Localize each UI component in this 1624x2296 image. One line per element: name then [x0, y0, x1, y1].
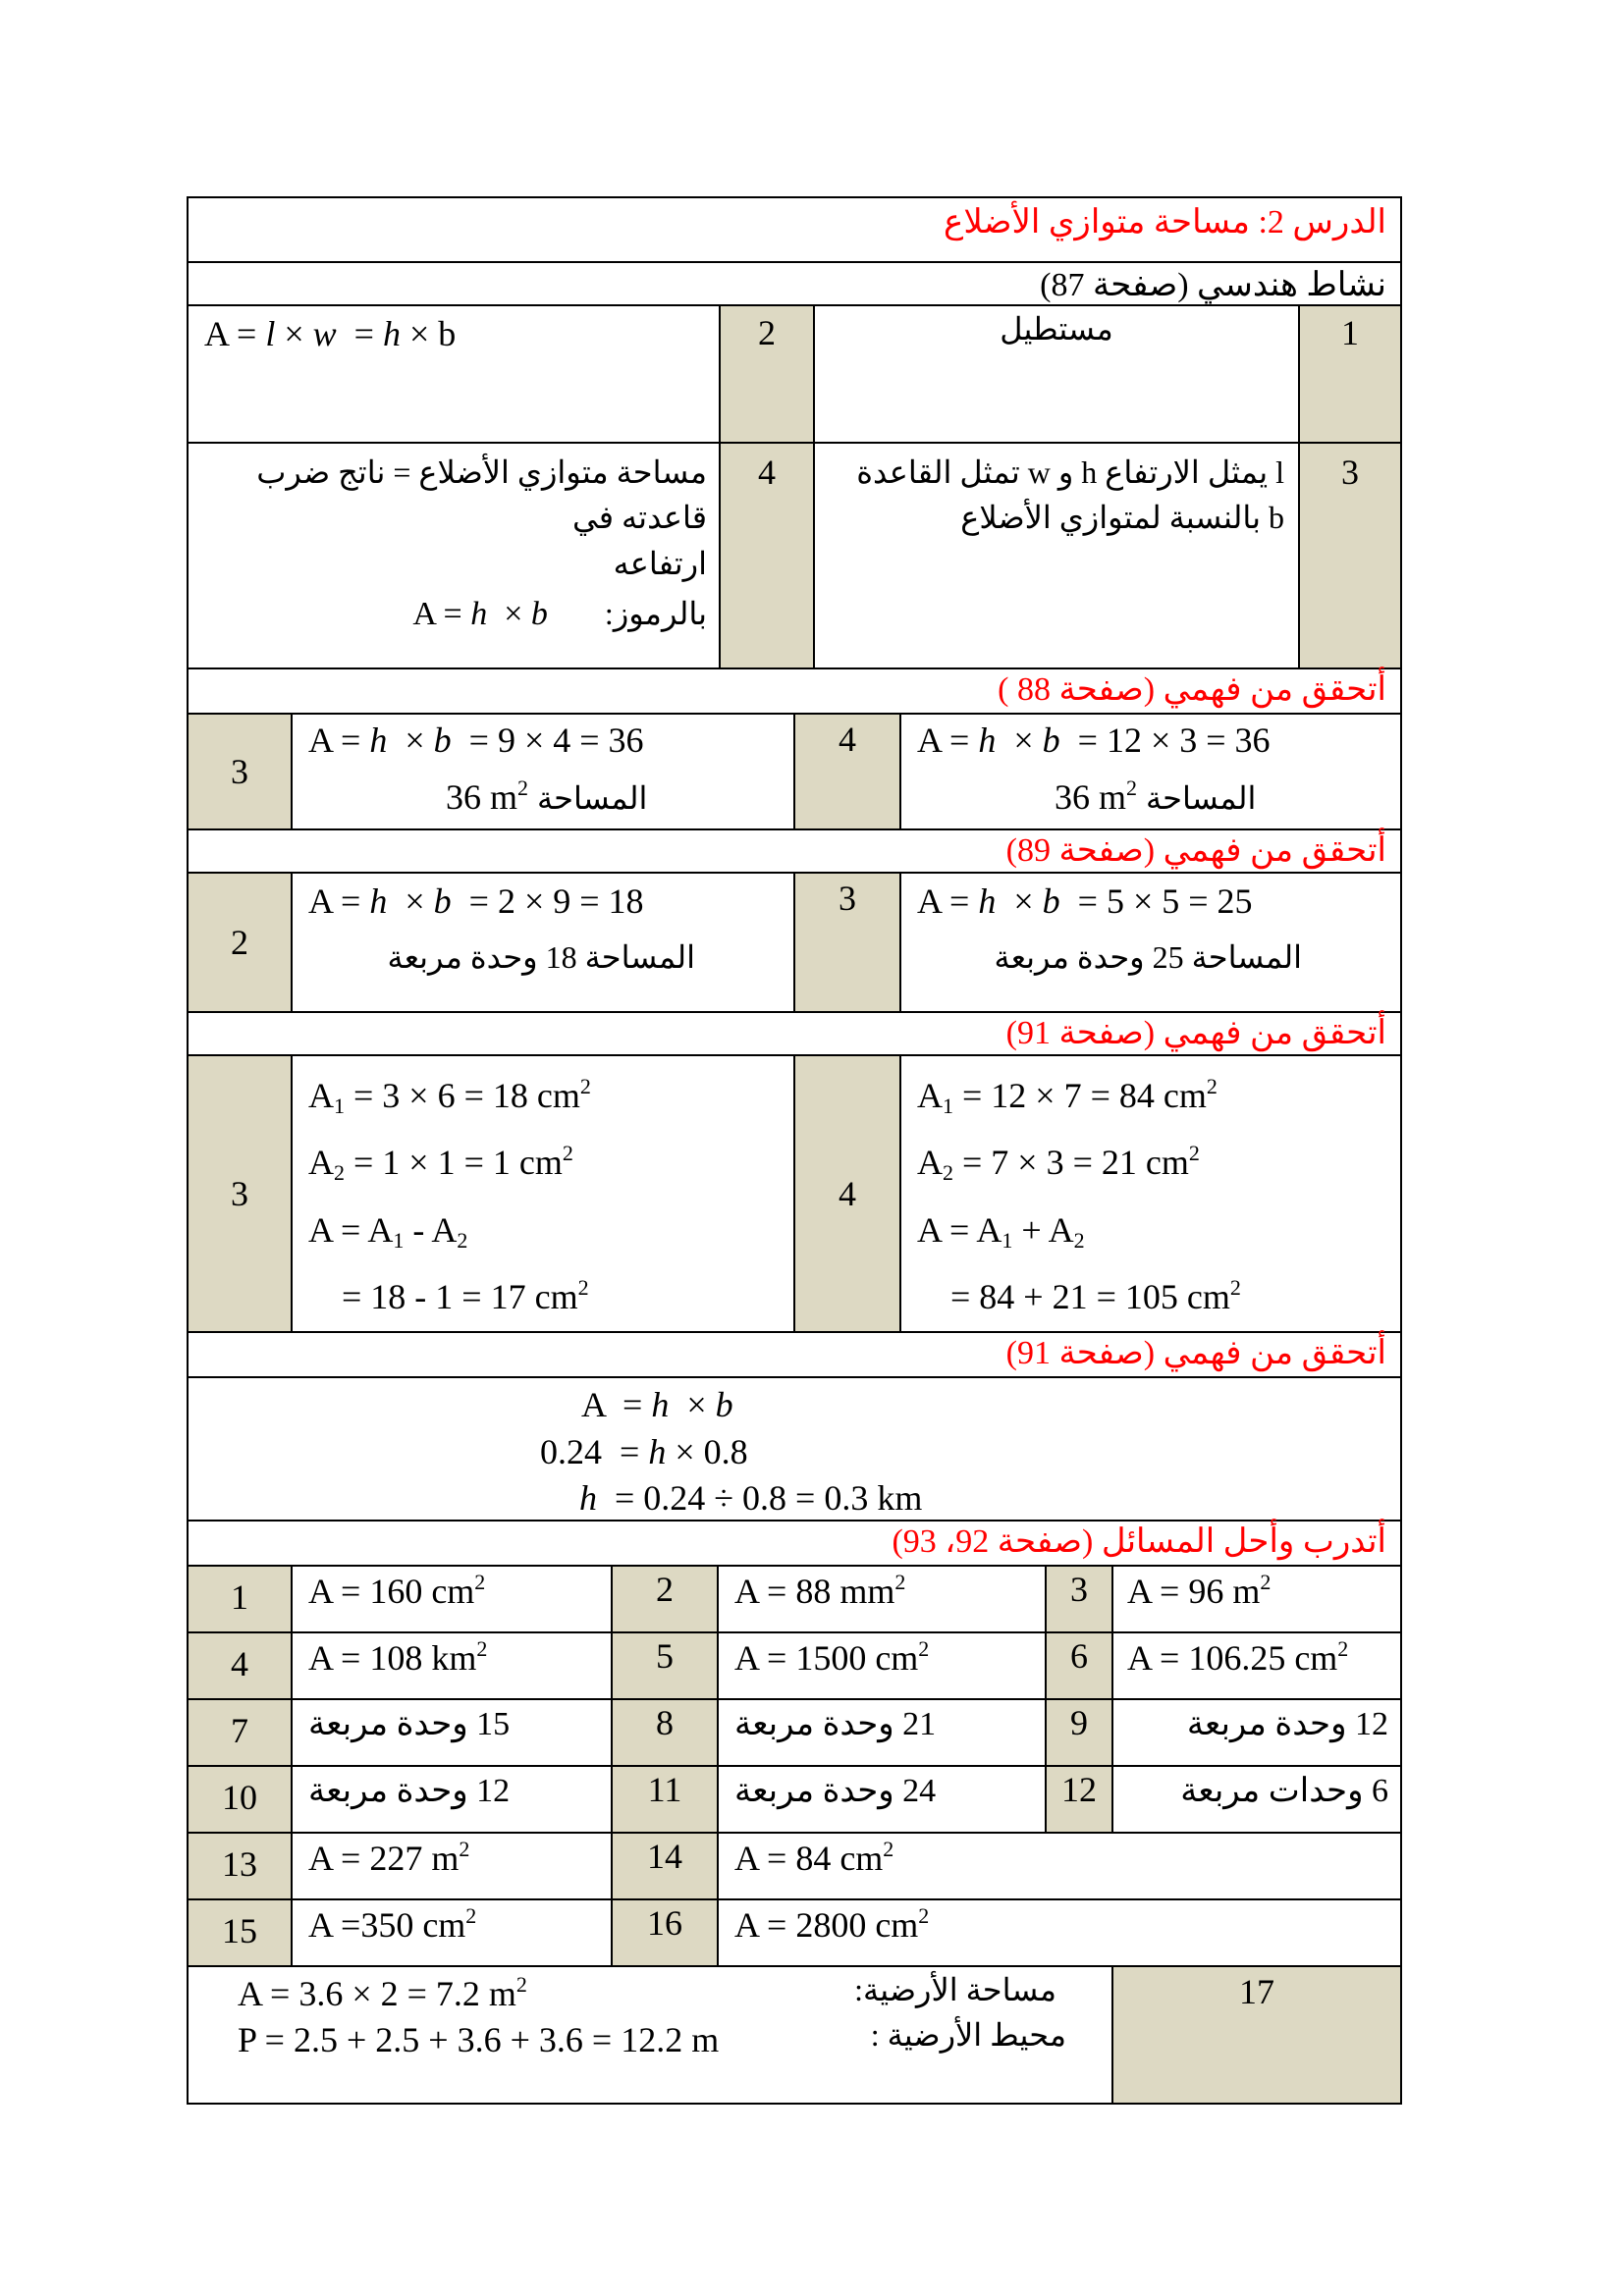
practice-q8-answer: 21 وحدة مربعة [717, 1700, 1045, 1765]
practice-q3-answer: A = 96 $m^2$ [1111, 1567, 1400, 1631]
practice-q17-perimeter-label: محيط الأرضية : [870, 2017, 1066, 2053]
check91a-right-number: 4 [793, 1056, 899, 1331]
check91b-title-row [187, 1333, 1402, 1378]
activity-title: نشاط هندسي (صفحة 87) [1040, 267, 1386, 303]
practice-q14-answer: A = 84 $cm^2$ [717, 1834, 1400, 1898]
check91a-right-line3: $A = A_1 + A_2$ [917, 1209, 1085, 1253]
practice-row-2 [187, 1633, 1402, 1700]
answer-sheet [187, 196, 1402, 2105]
q1-answer: مستطيل [813, 306, 1298, 442]
check91a-row [187, 1056, 1402, 1333]
activity-title-row [187, 263, 1402, 306]
practice-q4-answer: A = 108 $km^2$ [291, 1633, 611, 1698]
practice-row-4 [187, 1767, 1402, 1834]
practice-q10-answer: 12 وحدة مربعة [291, 1767, 611, 1832]
q4-answer [189, 444, 719, 667]
check89-left-area: المساحة 18 وحدة مربعة [387, 939, 695, 975]
check91a-right-answer [899, 1056, 1400, 1331]
check91a-left-line1: $A_1 = 3 \times 6 = 18$ $cm^2$ [308, 1074, 591, 1118]
practice-q8-number: 8 [611, 1700, 717, 1765]
check88-left-number: 3 [189, 715, 291, 828]
check89-right-area: المساحة 25 وحدة مربعة [994, 939, 1302, 975]
check88-right-number: 4 [793, 715, 899, 828]
check89-left-formula: A = h × b = 2 × 9 = 18 [308, 881, 644, 921]
q4-symbols-label: بالرموز: [604, 596, 707, 632]
practice-q16-number: 16 [611, 1900, 717, 1965]
check89-right-answer [899, 874, 1400, 1011]
q3-line1: l يمثل الارتفاع h و w تمثل القاعدة [856, 454, 1284, 490]
practice-q17-area-label: مساحة الأرضية: [854, 1972, 1056, 2007]
q4-number: 4 [719, 444, 813, 667]
check91b-title: أتحقق من فهمي (صفحة 91) [1005, 1335, 1386, 1371]
practice-q11-answer: 24 وحدة مربعة [717, 1767, 1045, 1832]
practice-q12-answer: 6 وحدات مربعة [1111, 1767, 1400, 1832]
check89-right-formula: A = h × b = 5 × 5 = 25 [917, 881, 1253, 921]
practice-row-5 [187, 1834, 1402, 1900]
practice-q9-number: 9 [1045, 1700, 1111, 1765]
q3-line2: b بالنسبة لمتوازي الأضلاع [960, 500, 1284, 536]
practice-row-1 [187, 1567, 1402, 1633]
check91a-title: أتحقق من فهمي (صفحة 91) [1005, 1015, 1386, 1051]
check91b-answer [189, 1378, 1400, 1520]
practice-title-row [187, 1522, 1402, 1567]
check88-left-area-label: المساحة [537, 780, 648, 816]
practice-q12-number: 12 [1045, 1767, 1111, 1832]
practice-row-7 [187, 1967, 1402, 2105]
check91a-left-number: 3 [189, 1056, 291, 1331]
check89-title-row [187, 830, 1402, 874]
practice-q2-answer: A = 88 $mm^2$ [717, 1567, 1045, 1631]
check88-left-answer [291, 715, 793, 828]
practice-q2-number: 2 [611, 1567, 717, 1631]
practice-q17-answer [189, 1967, 1111, 2103]
practice-q7-answer: 15 وحدة مربعة [291, 1700, 611, 1765]
check88-right-area: 36 $m^2$ المساحة [1055, 775, 1257, 817]
practice-q15-number: 15 [189, 1900, 291, 1965]
practice-q6-number: 6 [1045, 1633, 1111, 1698]
check89-left-number: 2 [189, 874, 291, 1011]
check91a-left-line3: $A = A_1 - A_2$ [308, 1209, 468, 1253]
q4-line1: مساحة متوازي الأضلاع = ناتج ضرب قاعدته في [256, 454, 707, 536]
practice-q10-number: 10 [189, 1767, 291, 1832]
q1-number: 1 [1298, 306, 1400, 442]
practice-q17-area: A = 3.6 × 2 = 7.2 $m^2$ [238, 1972, 527, 2013]
practice-q1-answer: A = 160 $cm^2$ [291, 1567, 611, 1631]
practice-title: أتدرب وأحل المسائل (صفحة 92، 93) [892, 1523, 1386, 1560]
check91b-line1: A = h × b [581, 1385, 733, 1424]
check88-right-formula: A = h × b = 12 × 3 = 36 [917, 721, 1271, 760]
check91b-line3: h = 0.24 ÷ 0.8 = 0.3 km [579, 1478, 923, 1519]
practice-q17-number: 17 [1111, 1967, 1400, 2103]
q3-number: 3 [1298, 444, 1400, 667]
lesson-title-row [187, 196, 1402, 263]
practice-q6-answer: A = 106.25 $cm^2$ [1111, 1633, 1400, 1698]
practice-q13-answer: A = 227 $m^2$ [291, 1834, 611, 1898]
check89-right-number: 3 [793, 874, 899, 1011]
check91a-right-line2: $A_2 = 7 \times 3 = 21$ $cm^2$ [917, 1141, 1200, 1186]
check88-row [187, 715, 1402, 830]
check89-title: أتحقق من فهمي (صفحة 89) [1005, 832, 1386, 869]
check88-left-formula: A = h × b = 9 × 4 = 36 [308, 721, 644, 760]
practice-row-3 [187, 1700, 1402, 1767]
practice-q17-perimeter: P = 2.5 + 2.5 + 3.6 + 3.6 = 12.2 m [238, 2019, 720, 2059]
practice-q5-answer: A = 1500 $cm^2$ [717, 1633, 1045, 1698]
practice-q1-number: 1 [189, 1567, 291, 1631]
check91a-left-line2: $A_2 = 1 \times 1 = 1$ $cm^2$ [308, 1141, 573, 1186]
check88-title-row [187, 669, 1402, 715]
check91b-row [187, 1378, 1402, 1522]
practice-q11-number: 11 [611, 1767, 717, 1832]
practice-q14-number: 14 [611, 1834, 717, 1898]
check91a-title-row [187, 1013, 1402, 1056]
check91a-left-line4: = 18 - 1 = 17 $cm^2$ [342, 1275, 589, 1317]
check91a-right-line4: = 84 + 21 = 105 $cm^2$ [950, 1275, 1241, 1317]
practice-row-6 [187, 1900, 1402, 1967]
practice-q13-number: 13 [189, 1834, 291, 1898]
q3-answer [813, 444, 1298, 667]
q4-symbols-line [202, 590, 707, 638]
check88-right-area-label: المساحة [1146, 780, 1257, 816]
check88-right-answer [899, 715, 1400, 828]
check89-left-answer [291, 874, 793, 1011]
check91a-right-line1: $A_1 = 12 \times 7 = 84$ $cm^2$ [917, 1074, 1218, 1118]
activity-row-2 [187, 444, 1402, 669]
practice-q15-answer: A =350 $cm^2$ [291, 1900, 611, 1965]
practice-q9-answer: 12 وحدة مربعة [1111, 1700, 1400, 1765]
q2-number: 2 [719, 306, 813, 442]
practice-q7-number: 7 [189, 1700, 291, 1765]
check91b-line2: 0.24 = h × 0.8 [540, 1431, 748, 1471]
q4-line2: ارتفاعه [613, 545, 707, 581]
practice-q4-number: 4 [189, 1633, 291, 1698]
practice-q3-number: 3 [1045, 1567, 1111, 1631]
practice-q5-number: 5 [611, 1633, 717, 1698]
check91a-left-answer [291, 1056, 793, 1331]
check88-title: أتحقق من فهمي (صفحة 88 ) [998, 671, 1386, 708]
q2-formula: A = l × w = h × b [204, 314, 457, 353]
lesson-title: الدرس 2: مساحة متوازي الأضلاع [944, 204, 1386, 240]
activity-row-1 [187, 306, 1402, 444]
practice-q16-answer: A = 2800 $cm^2$ [717, 1900, 1400, 1965]
check89-row [187, 874, 1402, 1013]
q4-formula: A = h × b [412, 596, 548, 633]
check88-left-area: 36 $m^2$ المساحة [446, 775, 648, 817]
